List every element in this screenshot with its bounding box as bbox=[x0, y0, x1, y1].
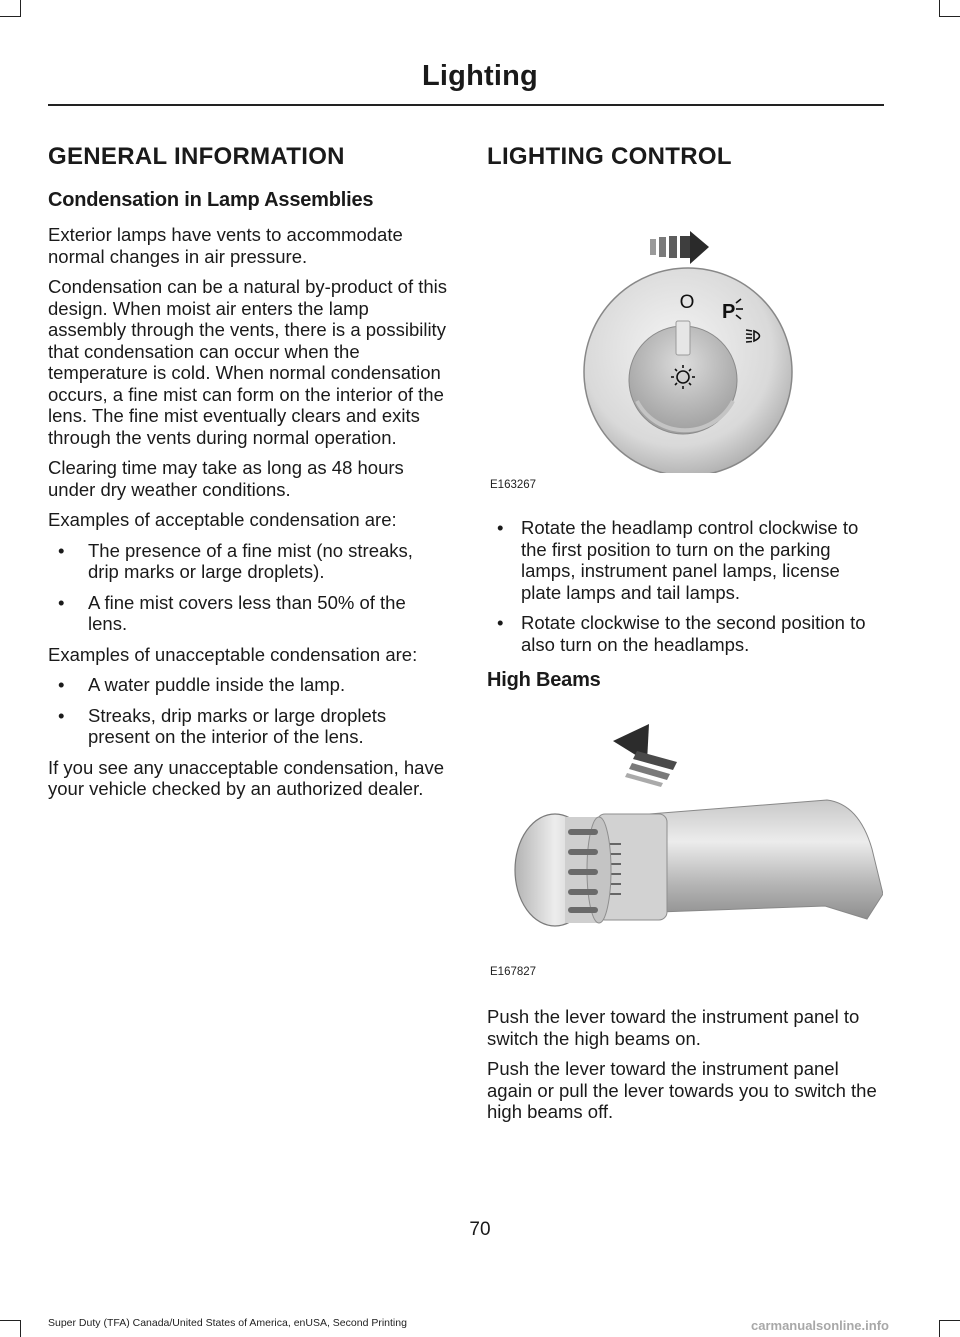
parking-lamp-symbol: P bbox=[722, 301, 736, 323]
figure-code: E163267 bbox=[490, 479, 537, 491]
crop-mark bbox=[20, 1320, 21, 1337]
multifunction-lever-illustration bbox=[487, 704, 883, 982]
push-arrow-icon bbox=[613, 724, 677, 787]
lighting-control-list bbox=[487, 517, 883, 655]
list-item: • Streaks, drip marks or large droplets present on the interior of the lens. bbox=[48, 705, 448, 748]
subheading-condensation: Condensation in Lamp Assemblies bbox=[48, 189, 374, 211]
paragraph: Push the lever toward the instrument panel to switch the high beams on. bbox=[487, 1006, 860, 1049]
crop-mark bbox=[939, 1320, 960, 1321]
paragraph: Push the lever toward the instrument panel again or pull the lever towards you to switch the high beams off. bbox=[487, 1058, 877, 1122]
crop-mark bbox=[0, 1320, 20, 1321]
section-heading-general-information: GENERAL INFORMATION bbox=[48, 143, 345, 170]
paragraph: Examples of unacceptable condensation are: bbox=[48, 643, 418, 665]
unacceptable-condensation-list bbox=[48, 674, 448, 748]
header-rule bbox=[48, 104, 884, 106]
subheading-high-beams: High Beams bbox=[487, 669, 601, 691]
paragraph: Clearing time may take as long as 48 hours under dry weather conditions. bbox=[48, 457, 404, 500]
list-item: • A water puddle inside the lamp. bbox=[48, 674, 448, 696]
crop-mark bbox=[0, 16, 20, 17]
rotation-arrow-icon bbox=[650, 231, 709, 264]
right-column bbox=[487, 143, 883, 1132]
list-item: • The presence of a fine mist (no streaks, drip marks or large droplets). bbox=[48, 540, 448, 583]
headlamp-control-dial-illustration bbox=[487, 179, 883, 473]
page-number: 70 bbox=[469, 1219, 491, 1240]
footer-note: Super Duty (TFA) Canada/United States of America, enUSA, Second Printing bbox=[48, 1317, 407, 1329]
paragraph: Exterior lamps have vents to accommodate normal changes in air pressure. bbox=[48, 224, 403, 267]
acceptable-condensation-list bbox=[48, 540, 448, 635]
dial-pointer bbox=[676, 321, 690, 355]
crop-mark bbox=[939, 1320, 940, 1337]
section-heading-lighting-control: LIGHTING CONTROL bbox=[487, 143, 732, 170]
crop-mark bbox=[20, 0, 21, 17]
crop-mark bbox=[939, 16, 960, 17]
list-item: • Rotate the headlamp control clockwise to the first position to turn on the parking lamps, instrument panel lamps, license plate lamps and tail lamps. bbox=[487, 517, 883, 603]
watermark-link[interactable]: carmanualsonline.info bbox=[751, 1318, 889, 1333]
headlamp-control-figure bbox=[487, 179, 883, 491]
figure-code: E167827 bbox=[490, 966, 537, 978]
paragraph: If you see any unacceptable condensation, have your vehicle checked by an authorized dealer. bbox=[48, 756, 444, 799]
paragraph: Condensation can be a natural by-product of this design. When moist air enters the lamp assembly through the vents, there is a possibility that condensation can occur when the temperature is cold. When normal condensation occurs, a fine mist can form on the interior of the lens. The fine mist eventually clears and exits through the vents during normal operation. bbox=[48, 276, 448, 448]
page-title: Lighting bbox=[422, 60, 538, 92]
crop-mark bbox=[939, 0, 940, 17]
list-item: • Rotate clockwise to the second position to also turn on the headlamps. bbox=[487, 612, 883, 655]
off-position-symbol: O bbox=[679, 292, 695, 313]
left-column bbox=[48, 143, 448, 809]
list-item: • A fine mist covers less than 50% of the lens. bbox=[48, 592, 448, 635]
high-beam-figure bbox=[487, 704, 883, 982]
paragraph: Examples of acceptable condensation are: bbox=[48, 509, 397, 530]
